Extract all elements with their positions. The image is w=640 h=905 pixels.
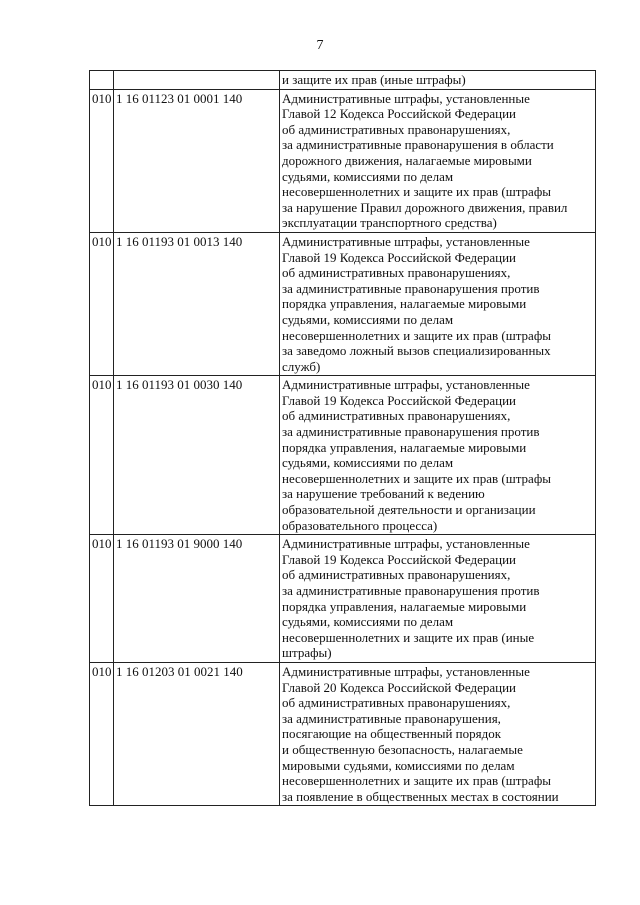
- table-row: [90, 376, 596, 535]
- revenue-name-line: порядка управления, налагаемые мировыми: [282, 598, 527, 614]
- revenue-name-line: несовершеннолетних и защите их прав (иные: [282, 629, 535, 645]
- admin-code-cell: [90, 71, 114, 90]
- revenue-name-cell: [280, 232, 596, 375]
- revenue-name-line: дорожного движения, налагаемые мировыми: [282, 152, 532, 168]
- revenue-name-line: образовательного процесса): [282, 517, 438, 533]
- table-body: [90, 71, 596, 806]
- revenue-name-line: об административных правонарушениях,: [282, 567, 511, 583]
- revenue-name-line: порядка управления, налагаемые мировыми: [282, 296, 527, 312]
- revenue-name-line: об административных правонарушениях,: [282, 265, 511, 281]
- budget-classification-table: [89, 70, 596, 806]
- budget-code-cell: 1 16 01193 01 0030 140: [114, 376, 280, 535]
- revenue-name-line: Административные штрафы, установленные: [282, 377, 530, 393]
- revenue-name-line: за нарушение требований к ведению: [282, 486, 485, 502]
- revenue-name-line: Главой 19 Кодекса Российской Федерации: [282, 551, 516, 567]
- revenue-name-line: за административные правонарушения против: [282, 583, 540, 598]
- admin-code-cell: 010: [90, 232, 114, 375]
- revenue-name-line: несовершеннолетних и защите их прав (штрафы: [282, 327, 551, 343]
- revenue-name-line: служб): [282, 358, 321, 374]
- revenue-name-line: и общественную безопасность, налагаемые: [282, 741, 523, 757]
- revenue-name-line: за заведомо ложный вызов специализированных: [282, 343, 551, 359]
- revenue-name-line: за административные правонарушения в области: [282, 137, 554, 153]
- revenue-name-line: за появление в общественных местах в состоянии: [282, 788, 559, 804]
- revenue-name-line: несовершеннолетних и защите их прав (штрафы: [282, 470, 551, 486]
- revenue-name-cell: [280, 71, 596, 90]
- revenue-name-line: Административные штрафы, установленные: [282, 536, 530, 552]
- revenue-name-line: порядка управления, налагаемые мировыми: [282, 439, 527, 455]
- budget-code-cell: [114, 71, 280, 90]
- revenue-name-line: судьями, комиссиями по делам: [282, 311, 454, 327]
- table-row: [90, 89, 596, 232]
- table-row: [90, 662, 596, 805]
- budget-code-cell: 1 16 01203 01 0021 140: [114, 662, 280, 805]
- revenue-name-line: за административные правонарушения,: [282, 710, 501, 726]
- revenue-name-cell: [280, 662, 596, 805]
- revenue-name-line: за нарушение Правил дорожного движения, правил: [282, 199, 568, 215]
- budget-code-cell: 1 16 01123 01 0001 140: [114, 89, 280, 232]
- revenue-name-line: судьями, комиссиями по делам: [282, 614, 454, 630]
- revenue-name-line: об административных правонарушениях,: [282, 408, 511, 424]
- revenue-name-cell: [280, 535, 596, 663]
- admin-code-cell: 010: [90, 662, 114, 805]
- revenue-name-line: посягающие на общественный порядок: [282, 726, 502, 742]
- revenue-name-line: за административные правонарушения против: [282, 424, 540, 440]
- budget-code-cell: 1 16 01193 01 9000 140: [114, 535, 280, 663]
- revenue-name-line: несовершеннолетних и защите их прав (штрафы: [282, 184, 551, 200]
- revenue-name-line: Административные штрафы, установленные: [282, 663, 530, 679]
- revenue-name-line: штрафы): [282, 645, 332, 661]
- admin-code-cell: 010: [90, 535, 114, 663]
- table-row: [90, 232, 596, 375]
- revenue-name-line: несовершеннолетних и защите их прав (штрафы: [282, 773, 551, 789]
- revenue-name-line: Административные штрафы, установленные: [282, 233, 530, 249]
- revenue-name-line: Главой 12 Кодекса Российской Федерации: [282, 106, 516, 122]
- revenue-name-line: и защите их прав (иные штрафы): [282, 72, 466, 87]
- table-row: [90, 535, 596, 663]
- revenue-name-line: Главой 20 Кодекса Российской Федерации: [282, 679, 516, 695]
- revenue-name-line: об административных правонарушениях,: [282, 121, 511, 137]
- revenue-name-line: Главой 19 Кодекса Российской Федерации: [282, 249, 516, 265]
- admin-code-cell: 010: [90, 89, 114, 232]
- revenue-name-line: за административные правонарушения против: [282, 280, 540, 296]
- revenue-name-line: об административных правонарушениях,: [282, 695, 511, 711]
- revenue-name-line: Главой 19 Кодекса Российской Федерации: [282, 392, 516, 408]
- revenue-name-cell: [280, 376, 596, 535]
- revenue-name-line: Административные штрафы, установленные: [282, 90, 530, 106]
- revenue-name-line: судьями, комиссиями по делам: [282, 168, 454, 184]
- page-number: 7: [316, 38, 324, 53]
- revenue-name-line: эксплуатации транспортного средства): [282, 215, 497, 231]
- revenue-name-line: мировыми судьями, комиссиями по делам: [282, 757, 515, 773]
- revenue-name-line: образовательной деятельности и организации: [282, 502, 536, 518]
- revenue-name-cell: [280, 89, 596, 232]
- budget-code-cell: 1 16 01193 01 0013 140: [114, 232, 280, 375]
- table-row: [90, 71, 596, 90]
- admin-code-cell: 010: [90, 376, 114, 535]
- revenue-name-line: судьями, комиссиями по делам: [282, 455, 454, 471]
